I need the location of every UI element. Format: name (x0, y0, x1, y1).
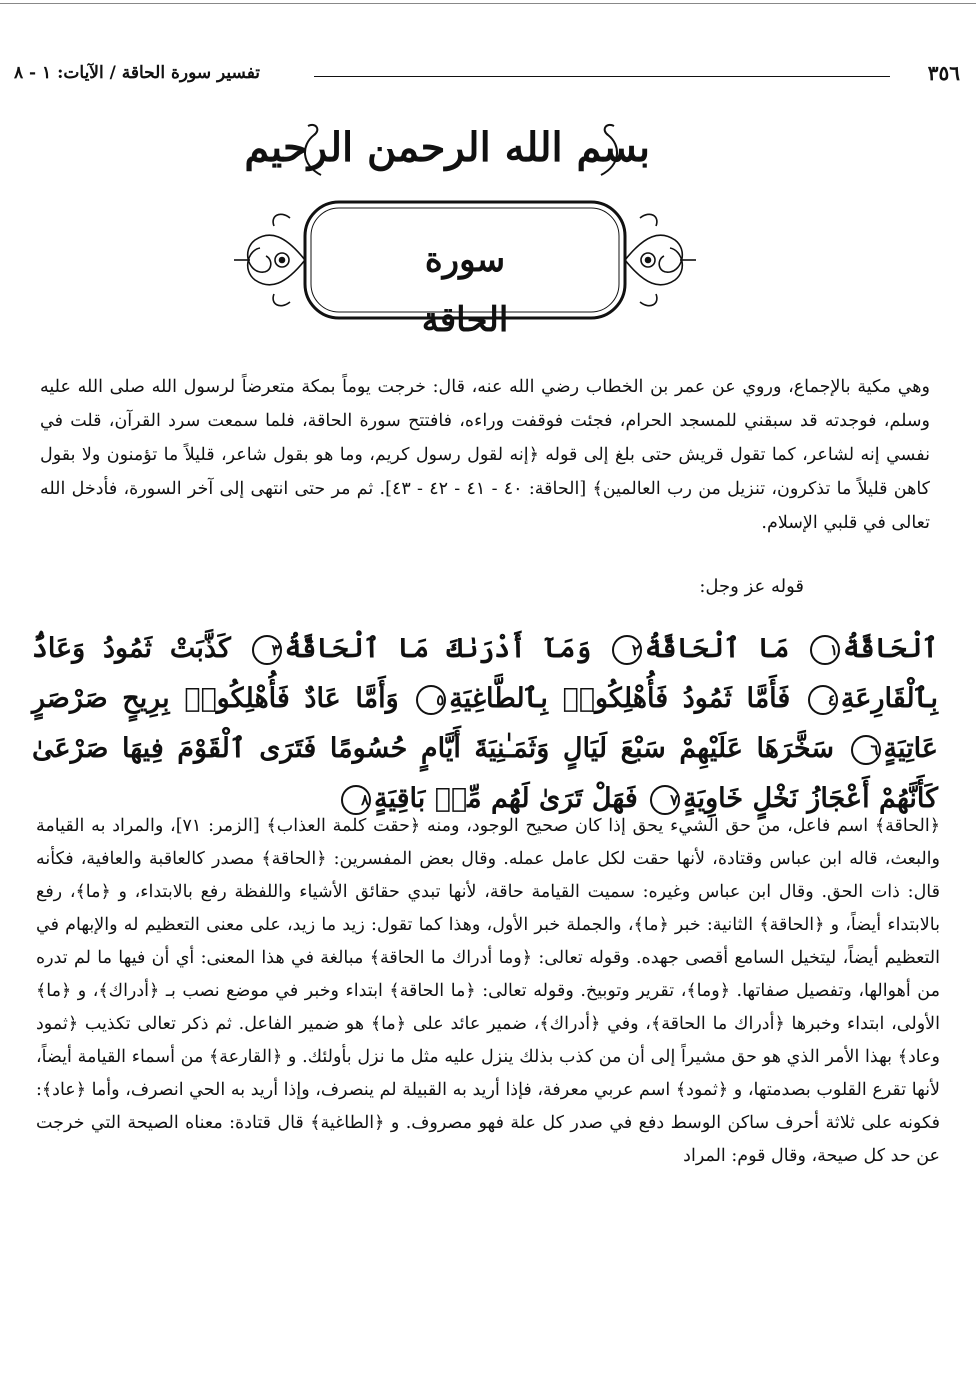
running-title: تفسير سورة الحاقة / الآيات: ١ - ٨ (14, 63, 261, 83)
quran-verses (32, 624, 938, 824)
verse-text: وَأَمَّا عَادٌ فَأُهْلِكُوا۟ بِرِيحٍ صَرْصَرٍ عَاتِيَةٍ (32, 683, 938, 764)
page-header (14, 58, 960, 88)
says-heading: قوله عز وجل: (699, 576, 804, 597)
verse-number-marker: ٧ (650, 785, 680, 815)
flourish-right-icon (596, 120, 626, 180)
page-number: ٣٥٦ (927, 61, 960, 85)
commentary-paragraph: ﴿الحاقة﴾ اسم فاعل، من حق الشيء يحق إذا كان صحيح الوجود، ومنه ﴿حقت كلمة العذاب﴾ [الزمر: ٧١]، والمراد به القيامة والبعث، قاله ابن عباس وقتادة، لأنها حقت لكل عامل عمله. وقال بعض المفسرين: ﴿الحاقة﴾ مصدر كالعاقبة والعافية، فكأنه قال: ذات الحق. وقال ابن عباس وغيره: سميت القيامة حاقة، لأنها تبدي حقائق الأشياء واللفظة رفع بالابتداء، و ﴿ما﴾، رفع بالابتداء أيضاً، و ﴿الحاقة﴾ الثانية: خبر ﴿ما﴾، والجملة خبر الأول، وهذا كما تقول: زيد ما زيد، على معنى التعظيم له والإبهام في التعظيم أيضاً، ليتخيل السامع أقصى جهده. وقوله تعالى: ﴿وما أدراك ما الحاقة﴾ مبالغة في هذا المعنى: أي أن فيها ما لم تدره من أهوالها، وتفصيل صفاتها. ﴿وما﴾، تقرير وتوبيخ. وقوله تعالى: ﴿ما الحاقة﴾ ابتداء وخبر في موضع نصب بـ ﴿أدراك﴾، و ﴿ما﴾ الأولى، ابتداء وخبرها ﴿أدراك ما الحاقة﴾، وفي ﴿أدراك﴾، ضمير عائد على ﴿ما﴾ هو ضمير الفاعل. ثم ذكر تعالى تكذيب ﴿ثمود وعاد﴾ بهذا الأمر الذي هو حق مشيراً إلى أن من كذب بذلك ينزل عليه مثل ما نزل بأولئك. و ﴿القارعة﴾ من أسماء القيامة أيضاً، لأنها تقرع القلوب بصدمتها، و ﴿ثمود﴾ اسم عربي معرفة، فإذا أريد به القبيلة لم ينصرف، وإذا أريد به الحي انصرف، وأما ﴿عاد﴾: فكونه على ثلاثة أحرف ساكن الوسط دفع في صدر كل علة فهو مصروف. و ﴿الطاغية﴾ قال قتادة: معناه الصيحة التي خرجت عن حد كل صيحة، وقال قوم: المراد (36, 816, 940, 1166)
verse-number-marker: ٢ (612, 635, 642, 665)
verse-text: وَمَآ أَدْرَىٰكَ مَا ٱلْحَاقَّةُ (284, 633, 592, 664)
top-rule (0, 3, 976, 4)
verse-text: كَذَّبَتْ ثَمُودُ وَعَادٌۢ بِٱلْقَارِعَةِ (32, 633, 938, 714)
surah-title: سورة الحاقة (421, 240, 509, 340)
verse-number-marker: ٥ (416, 685, 446, 715)
verse-text: مَا ٱلْحَاقَّةُ (644, 633, 790, 664)
verse-text: ٱلْحَاقَّةُ (843, 633, 938, 664)
verse-text: سَخَّرَهَا عَلَيْهِمْ سَبْعَ لَيَالٍ وَثَمَـٰنِيَةَ أَيَّامٍ حُسُومًا فَتَرَى ٱلْقَوْمَ فِيهَا صَرْعَىٰ كَأَنَّهُمْ أَعْجَازُ نَخْلٍ خَاوِيَةٍ (32, 733, 938, 814)
verse-number-marker: ٣ (252, 635, 282, 665)
header-divider (314, 76, 890, 77)
verse-text: فَأَمَّا ثَمُودُ فَأُهْلِكُوا۟ بِٱلطَّاغِيَةِ (449, 683, 791, 714)
surah-title-cartouche (230, 190, 700, 340)
verse-number-marker: ٦ (851, 735, 881, 765)
basmala: بسم الله الرحمن الرحيم (244, 124, 650, 171)
intro-paragraph: وهي مكية بالإجماع، وروي عن عمر بن الخطاب رضي الله عنه، قال: خرجت يوماً بمكة متعرضاً لرسول الله صلى الله عليه وسلم، فوجدته قد سبقني للمسجد الحرام، فجئت فوقفت وراءه، فافتتح سورة الحاقة، فلما سمعت سرد القرآن، قلت في نفسي إنه لشاعر، كما تقول قريش حتى بلغ إلى قوله ﴿إنه لقول رسول كريم، وما هو بقول شاعر، قليلاً ما تؤمنون ولا بقول كاهن قليلاً ما تذكرون، تنزيل من رب العالمين﴾ [الحاقة: ٤٠ - ٤١ - ٤٢ - ٤٣]. ثم مر حتى انتهى إلى آخر السورة، فأدخل الله تعالى في قلبي الإسلام. (40, 377, 930, 533)
verse-number-marker: ٤ (808, 685, 838, 715)
verse-number-marker: ١ (810, 635, 840, 665)
verse-number-marker: ٨ (341, 785, 371, 815)
verse-text: فَهَلْ تَرَىٰ لَهُم مِّنۢ بَاقِيَةٍ (374, 783, 638, 814)
